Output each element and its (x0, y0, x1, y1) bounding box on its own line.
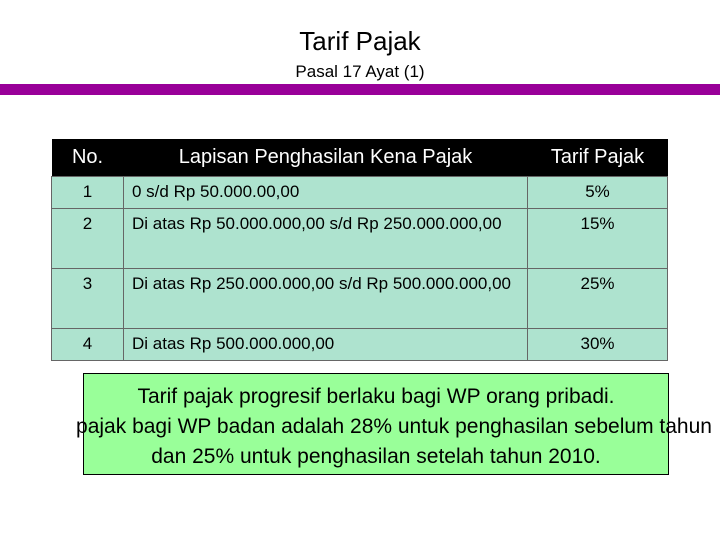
page-subtitle: Pasal 17 Ayat (1) (295, 62, 425, 81)
row-rate: 25% (528, 269, 668, 329)
table-row (52, 209, 668, 269)
header-no: No. (52, 139, 124, 177)
table-row (52, 269, 668, 329)
row-no: 4 (52, 329, 124, 361)
row-rate: 5% (528, 177, 668, 209)
page-title: Tarif Pajak (299, 26, 421, 56)
row-layer: Di atas Rp 250.000.000,00 s/d Rp 500.000.000,00 (124, 269, 528, 329)
row-rate: 15% (528, 209, 668, 269)
header-layer: Lapisan Penghasilan Kena Pajak (124, 139, 528, 177)
table-row (52, 329, 668, 361)
header-rate: Tarif Pajak (528, 139, 668, 177)
table-row (52, 177, 668, 209)
row-no: 2 (52, 209, 124, 269)
accent-divider (0, 84, 720, 95)
note-line-2: pajak bagi WP badan adalah 28% untuk penghasilan sebelum tahun (76, 415, 712, 438)
row-rate: 30% (528, 329, 668, 361)
row-layer: Di atas Rp 50.000.000,00 s/d Rp 250.000.000,00 (124, 209, 528, 269)
note-line-3: dan 25% untuk penghasilan setelah tahun 2010. (151, 445, 601, 468)
note-line-1: Tarif pajak progresif berlaku bagi WP orang pribadi. (137, 385, 615, 408)
row-layer: Di atas Rp 500.000.000,00 (124, 329, 528, 361)
tariff-table (51, 139, 668, 361)
note-box (76, 373, 712, 475)
row-layer: 0 s/d Rp 50.000.00,00 (124, 177, 528, 209)
row-no: 3 (52, 269, 124, 329)
table-header-row (52, 139, 668, 177)
row-no: 1 (52, 177, 124, 209)
